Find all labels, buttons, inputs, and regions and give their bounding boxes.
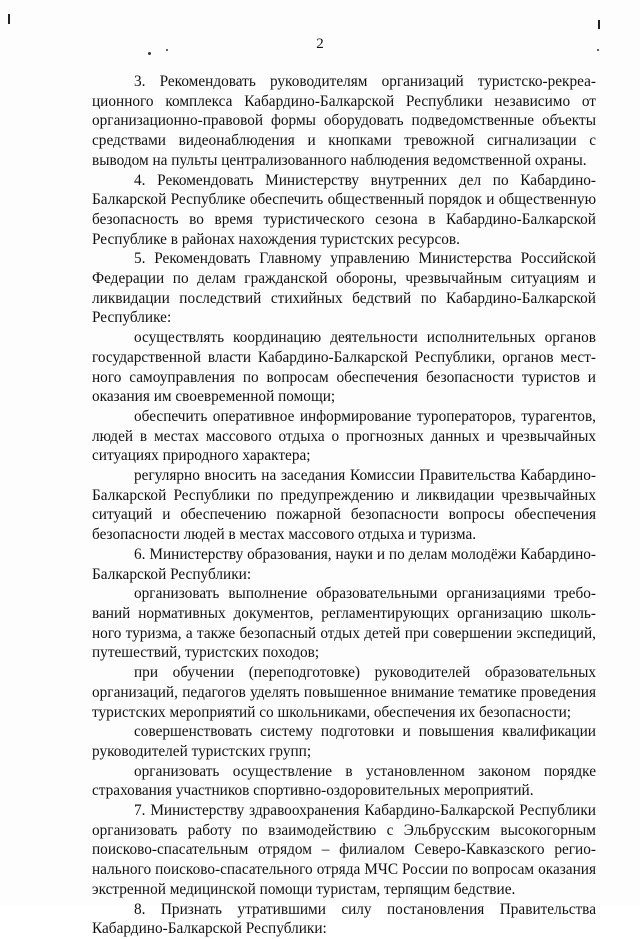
paragraph: 3. Рекомендовать руководителям организаций туристско-рекреационного комплекса Кабардино-Балкарской Республики независимо от организационно-правовой формы оборудовать подведомственные объекты средствами видеонаблюдения и кнопками тревожной сигнализации с выводом на пульты централизованного наблюдения ведомственной охраны. <box>92 73 596 169</box>
paragraph: 8. Признать утратившими силу постановления Правительства Кабардино-Балкарской Республики: <box>92 900 596 938</box>
paragraph: 6. Министерству образования, науки и по делам молодёжи Кабардино-Балкарской Республики: <box>92 545 596 583</box>
scan-mark <box>8 14 10 24</box>
paragraph: совершенствовать систему подготовки и повышения квалификации руководителей туристских групп; <box>92 723 596 760</box>
paragraph: 4. Рекомендовать Министерству внутренних дел по Кабардино-Балкарской Республике обеспечить общественный порядок и общественную безопасность во время туристического сезона в Кабардино-Балкарской Республике в районах нахождения туристских ресурсов. <box>92 171 596 248</box>
paragraph: 7. Министерству здравоохранения Кабардино-Балкарской Республики организовать работу по взаимодействию с Эльбрусским высокогорным поисково-спасательным отрядом – филиалом Северо-Кавказского регионального поисково-спасательного отряда МЧС России по вопросам оказания экстренной медицинской помощи туристам, терпящим бедствие. <box>92 802 596 898</box>
page-number: 2 <box>316 36 324 52</box>
document-body <box>92 72 596 939</box>
paragraph: при обучении (переподготовке) руководителей образовательных организаций, педагогов уделять повышенное внимание тематике проведения туристских мероприятий со школьниками, обеспечения их безопасности; <box>92 664 596 721</box>
paragraph: 5. Рекомендовать Главному управлению Министерства Российской Федерации по делам гражданской обороны, чрезвычайным ситуациям и ликвидации последствий стихийных бедствий по Кабардино-Балкарской Республике: <box>92 250 596 327</box>
paragraph: осуществлять координацию деятельности исполнительных органов государственной власти Кабардино-Балкарской Республики, органов местного самоуправления по вопросам обеспечения безопасности туристов и оказания им своевременной помощи; <box>92 329 596 406</box>
paragraph: организовать выполнение образовательными организациями требований нормативных документов, регламентирующих организацию школьного туризма, а также безопасный отдых детей при совершении экспедиций, путешествий, туристских походов; <box>92 585 596 662</box>
paragraph: организовать осуществление в установленном законом порядке страхования участников спортивно-оздоровительных мероприятий. <box>92 762 596 800</box>
paragraph: обеспечить оперативное информирование туроператоров, турагентов, людей в местах массового отдыха о прогнозных данных и чрезвычайных ситуациях природного характера; <box>92 407 596 465</box>
paragraph: регулярно вносить на заседания Комиссии Правительства Кабардино-Балкарской Республики по предупреждению и ликвидации чрезвычайных ситуаций и обеспечению пожарной безопасности вопросы обеспечения безопасности людей в местах массового отдыха и туризма. <box>92 467 596 544</box>
scan-mark <box>598 20 600 29</box>
